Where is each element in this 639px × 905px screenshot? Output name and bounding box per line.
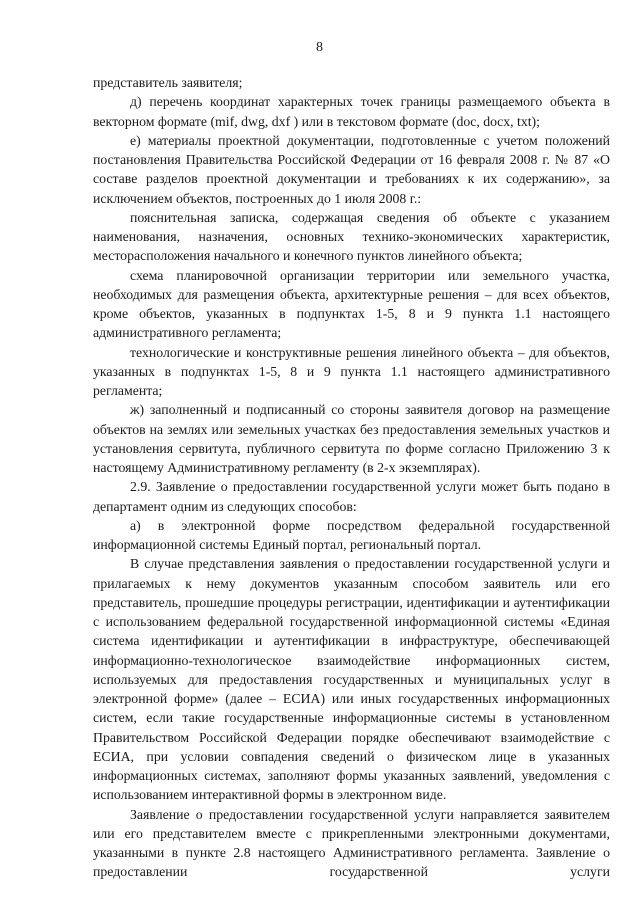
paragraph-item-d-coordinates: д) перечень координат характерных точек границы размещаемого объекта в векторном формате (mif, dwg, dxf ) или в текстовом формате (doc, docx, txt); [93, 94, 610, 129]
paragraph-item-e-project-docs: е) материалы проектной документации, подготовленные с учетом положений постановления Правительства Российской Федерации от 16 февраля 2008 г. № 87 «О составе разделов проектной документации и требованиях к их содержанию», за исключением объектов, построенных до 1 июля 2008 г.: [93, 132, 610, 206]
paragraph-item-a-electronic: а) в электронной форме посредством федеральной государственной информационной системы Единый портал, региональный портал. [93, 517, 610, 552]
paragraph-explanatory-note: пояснительная записка, содержащая сведения об объекте с указанием наименования, назначения, основных технико-экономических характеристик, месторасположения начального и конечного пунктов линейного объекта; [93, 209, 610, 264]
paragraph-planning-scheme: схема планировочной организации территории или земельного участка, необходимых для размещения объекта, архитектурные решения – для всех объектов, кроме объектов, указанных в подпунктах 1-5, 8 и 9 пункта 1.1 настоящего административного регламента; [93, 267, 610, 341]
document-body [93, 73, 610, 882]
paragraph-esia-procedure: В случае представления заявления о предоставлении государственной услуги и прилагаемых к нему документов указанным способом заявитель или его представитель, прошедшие процедуры регистрации, идентификации и аутентификации с использованием федеральной государственной информационной системы «Единая система идентификации и аутентификации в инфраструктуре, обеспечивающей информационно-технологическое взаимодействие информационных систем, используемых для предоставления государственных и муниципальных услуг в электронной форме» (далее – ЕСИА) или иных государственных информационных систем, если такие государственные информационные системы в установленном Правительством Российской Федерации порядке обеспечивают взаимодействие с ЕСИА, при условии совпадения сведений о физическом лице в указанных информационных системах, заполняют формы указанных заявлений, уведомления с использованием интерактивной формы в электронном виде. [93, 556, 610, 803]
paragraph-item-zh-contract: ж) заполненный и подписанный со стороны заявителя договор на размещение объектов на землях или земельных участках без предоставления земельных участков и установления сервитута, публичного сервитута по форме согласно Приложению 3 к настоящему Административному регламенту (в 2-х экземплярах). [93, 402, 610, 475]
paragraph-applicant-representative: представитель заявителя; [93, 75, 243, 90]
page-number: 8 [316, 40, 323, 55]
paragraph-section-2-9: 2.9. Заявление о предоставлении государственной услуги может быть подано в департамент одним из следующих способов: [93, 479, 610, 514]
paragraph-application-submission: Заявление о предоставлении государственной услуги направляется заявителем или его представителем вместе с прикрепленными электронными документами, указанными в пункте 2.8 настоящего Административного регламента. Заявление о предоставлении государственной услуги [93, 806, 610, 880]
paragraph-technological-solutions: технологические и конструктивные решения линейного объекта – для объектов, указанных в подпунктах 1-5, 8 и 9 пункта 1.1 настоящего административного регламента; [93, 344, 610, 398]
